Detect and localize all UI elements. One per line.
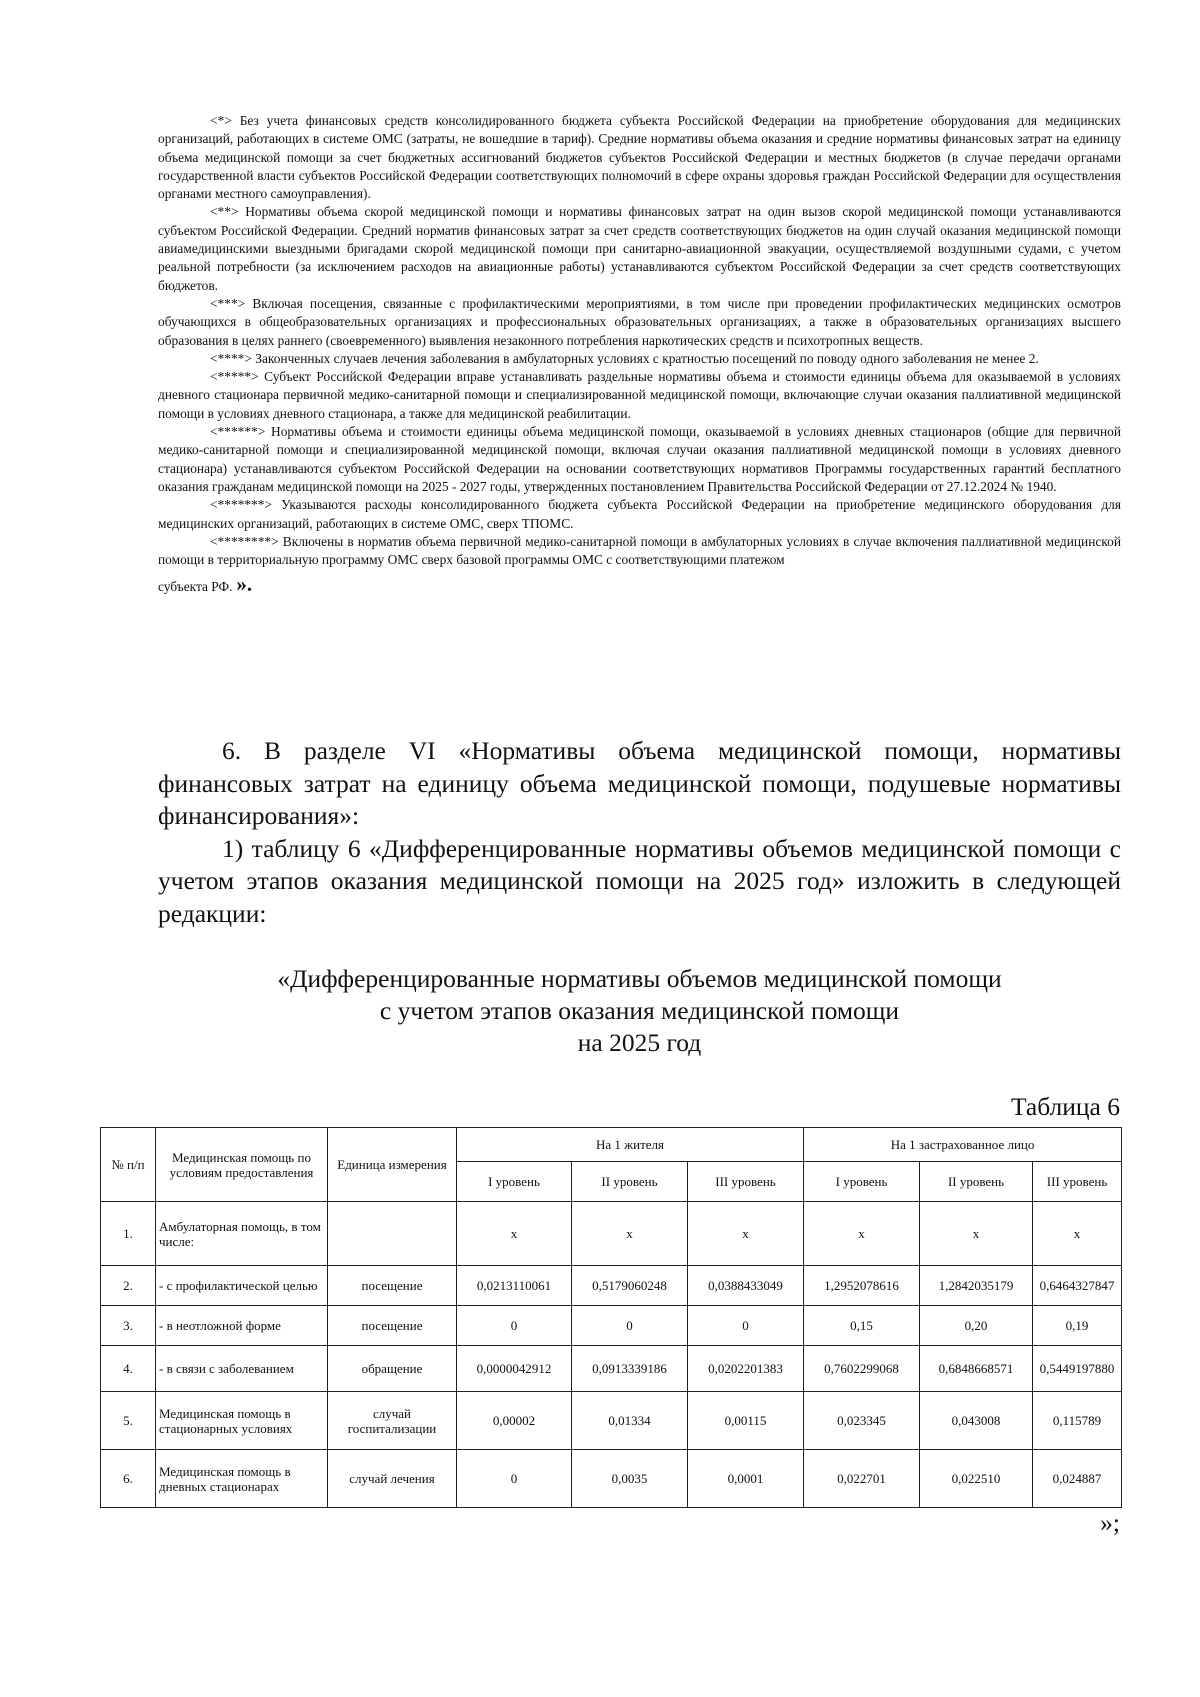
- row-value: 1,2842035179: [920, 1266, 1033, 1306]
- row-value: 0,5449197880: [1033, 1346, 1122, 1392]
- row-unit: обращение: [328, 1346, 457, 1392]
- header-level: III уровень: [688, 1162, 804, 1202]
- footnote-2: <**> Нормативы объема скорой медицинской помощи и нормативы финансовых затрат на один вызов скорой медицинской помощи устанавливаются субъектом Российской Федерации. Средний норматив финансовых затрат за счет средств соответствующих бюджетов на один случай оказания медицинской помощи авиамедицинскими выездными бригадами скорой медицинской помощи при санитарно-авиационной эвакуации, осуществляемой воздушными судами, с учетом реальной потребности (за исключением расходов на авиационные работы) устанавливаются субъектом Российской Федерации за счет средств соответствующих бюджетов.: [158, 204, 1121, 293]
- row-number: 4.: [101, 1346, 156, 1392]
- header-num: № п/п: [101, 1128, 156, 1202]
- row-value: 0,00002: [457, 1392, 572, 1450]
- footnote-6: <******> Нормативы объема и стоимости единицы объема медицинской помощи, оказываемой в условиях дневных стационаров (общие для первичной медико-санитарной помощи и специализированной медицинской помощи, включая случаи оказания паллиативной медицинской помощи в условиях дневного стационара) устанавливаются субъектом Российской Федерации на основании соответствующих нормативов Программы государственных гарантий бесплатного оказания гражданам медицинской помощи на 2025 - 2027 годы, утвержденных постановлением Правительства Российской Федерации от 27.12.2024 № 1940.: [158, 424, 1121, 494]
- row-number: 1.: [101, 1202, 156, 1266]
- footnote-3: <***> Включая посещения, связанные с профилактическими мероприятиями, в том числе при проведении профилактических медицинских осмотров обучающихся в общеобразовательных организациях и профессиональных образовательных организациях, а также в образовательных организациях высшего образования в целях раннего (своевременного) выявления незаконного потребления наркотических средств и психотропных веществ.: [158, 295, 1121, 348]
- row-value: x: [1033, 1202, 1122, 1266]
- row-value: 0,6848668571: [920, 1346, 1033, 1392]
- row-unit: случай лечения: [328, 1450, 457, 1508]
- row-value: 0,0202201383: [688, 1346, 804, 1392]
- table-row: [101, 1306, 1122, 1346]
- row-value: 0,6464327847: [1033, 1266, 1122, 1306]
- table-title-line-2: с учетом этапов оказания медицинской помощи: [379, 996, 900, 1025]
- normatives-table: [100, 1127, 1122, 1508]
- table-6-instruction: 1) таблицу 6 «Дифференцированные нормативы объемов медицинской помощи с учетом этапов оказания медицинской помощи на 2025 год» изложить в следующей редакции:: [158, 833, 1121, 928]
- row-value: 0,0000042912: [457, 1346, 572, 1392]
- row-unit: посещение: [328, 1266, 457, 1306]
- section-6-paragraph: 6. В разделе VI «Нормативы объема медицинской помощи, нормативы финансовых затрат на единицу объема медицинской помощи, подушевые нормативы финансирования»:: [158, 736, 1121, 830]
- row-value: x: [920, 1202, 1033, 1266]
- header-level: III уровень: [1033, 1162, 1122, 1202]
- header-level: II уровень: [920, 1162, 1033, 1202]
- footnote-5: <*****> Субъект Российской Федерации вправе устанавливать раздельные нормативы объема и стоимости единицы объема для оказываемой в условиях дневного стационара первичной медико-санитарной помощи и специализированной медицинской помощи, включающие случаи оказания паллиативной медицинской помощи в условиях дневного стационара, а также для медицинской реабилитации.: [158, 369, 1121, 421]
- row-value: 0,023345: [804, 1392, 920, 1450]
- row-value: 0,01334: [572, 1392, 688, 1450]
- row-value: 1,2952078616: [804, 1266, 920, 1306]
- row-value: 0,20: [920, 1306, 1033, 1346]
- footnotes: [158, 112, 1121, 597]
- row-number: 2.: [101, 1266, 156, 1306]
- row-number: 5.: [101, 1392, 156, 1450]
- header-level: I уровень: [804, 1162, 920, 1202]
- row-value: 0,022701: [804, 1450, 920, 1508]
- table-row: [101, 1346, 1122, 1392]
- table-title-line-3: на 2025 год: [577, 1028, 702, 1057]
- row-value: 0,19: [1033, 1306, 1122, 1346]
- row-value: 0: [457, 1306, 572, 1346]
- row-unit: случай госпитализации: [328, 1392, 457, 1450]
- row-value: 0: [688, 1306, 804, 1346]
- row-value: 0,024887: [1033, 1450, 1122, 1508]
- main-text: [158, 735, 1121, 930]
- row-value: x: [457, 1202, 572, 1266]
- row-value: x: [804, 1202, 920, 1266]
- row-type: - в связи с заболеванием: [156, 1346, 328, 1392]
- row-type: Медицинская помощь в дневных стационарах: [156, 1450, 328, 1508]
- row-value: 0,7602299068: [804, 1346, 920, 1392]
- row-value: 0,0388433049: [688, 1266, 804, 1306]
- footnote-tail-text: субъекта РФ.: [158, 579, 233, 595]
- row-value: 0,0035: [572, 1450, 688, 1508]
- table-row: [101, 1392, 1122, 1450]
- row-value: 0,15: [804, 1306, 920, 1346]
- closing-quote: »;: [1100, 1508, 1120, 1537]
- row-unit: [328, 1202, 457, 1266]
- row-value: x: [572, 1202, 688, 1266]
- row-value: 0: [572, 1306, 688, 1346]
- row-value: 0: [457, 1450, 572, 1508]
- footnote-tail: [158, 572, 1121, 597]
- table-title-line-1: «Дифференцированные нормативы объемов медицинской помощи: [277, 964, 1002, 993]
- row-value: 0,00115: [688, 1392, 804, 1450]
- row-unit: посещение: [328, 1306, 457, 1346]
- row-value: 0,0913339186: [572, 1346, 688, 1392]
- header-level: II уровень: [572, 1162, 688, 1202]
- header-type: Медицинская помощь по условиям предоставления: [156, 1128, 328, 1202]
- row-value: 0,0213110061: [457, 1266, 572, 1306]
- table-label: Таблица 6: [1010, 1092, 1120, 1121]
- row-value: 0,043008: [920, 1392, 1033, 1450]
- table-row: [101, 1202, 1122, 1266]
- row-type: Медицинская помощь в стационарных условиях: [156, 1392, 328, 1450]
- footnote-close-quote: ».: [236, 572, 253, 597]
- row-number: 3.: [101, 1306, 156, 1346]
- row-value: 0,115789: [1033, 1392, 1122, 1450]
- header-per-insured: На 1 застрахованное лицо: [804, 1128, 1122, 1162]
- header-level: I уровень: [457, 1162, 572, 1202]
- table-row: [101, 1450, 1122, 1508]
- footnote-8: <********> Включены в норматив объема первичной медико-санитарной помощи в амбулаторных условиях в случае включения паллиативной медицинской помощи в территориальную программу ОМС сверх базовой программы ОМС с соответствующими платежом: [158, 533, 1121, 568]
- footnote-4: <****> Законченных случаев лечения заболевания в амбулаторных условиях с кратностью посещений по поводу одного заболевания не менее 2.: [210, 350, 1039, 366]
- header-unit: Единица измерения: [328, 1128, 457, 1202]
- row-type: - с профилактической целью: [156, 1266, 328, 1306]
- footnote-1: <*> Без учета финансовых средств консолидированного бюджета субъекта Российской Федерации на приобретение оборудования для медицинских организаций, работающих в системе ОМС (затраты, не вошедшие в тариф). Средние нормативы объема оказания и средние нормативы финансовых затрат на единицу объема медицинской помощи за счет бюджетных ассигнований бюджетов субъектов Российской Федерации и местных бюджетов (в случае передачи органами государственной власти субъектов Российской Федерации соответствующих полномочий в сфере охраны здоровья граждан Российской Федерации для осуществления органами местного самоуправления).: [158, 113, 1121, 202]
- row-value: x: [688, 1202, 804, 1266]
- row-number: 6.: [101, 1450, 156, 1508]
- row-value: 0,0001: [688, 1450, 804, 1508]
- footnote-7: <*******> Указываются расходы консолидированного бюджета субъекта Российской Федерации на приобретение медицинского оборудования для медицинских организаций, работающих в системе ОМС, сверх ТПОМС.: [158, 497, 1121, 531]
- row-value: 0,5179060248: [572, 1266, 688, 1306]
- row-value: 0,022510: [920, 1450, 1033, 1508]
- table-title: [158, 963, 1121, 1059]
- row-type: Амбулаторная помощь, в том числе:: [156, 1202, 328, 1266]
- row-type: - в неотложной форме: [156, 1306, 328, 1346]
- header-per-resident: На 1 жителя: [457, 1128, 804, 1162]
- table-row: [101, 1266, 1122, 1306]
